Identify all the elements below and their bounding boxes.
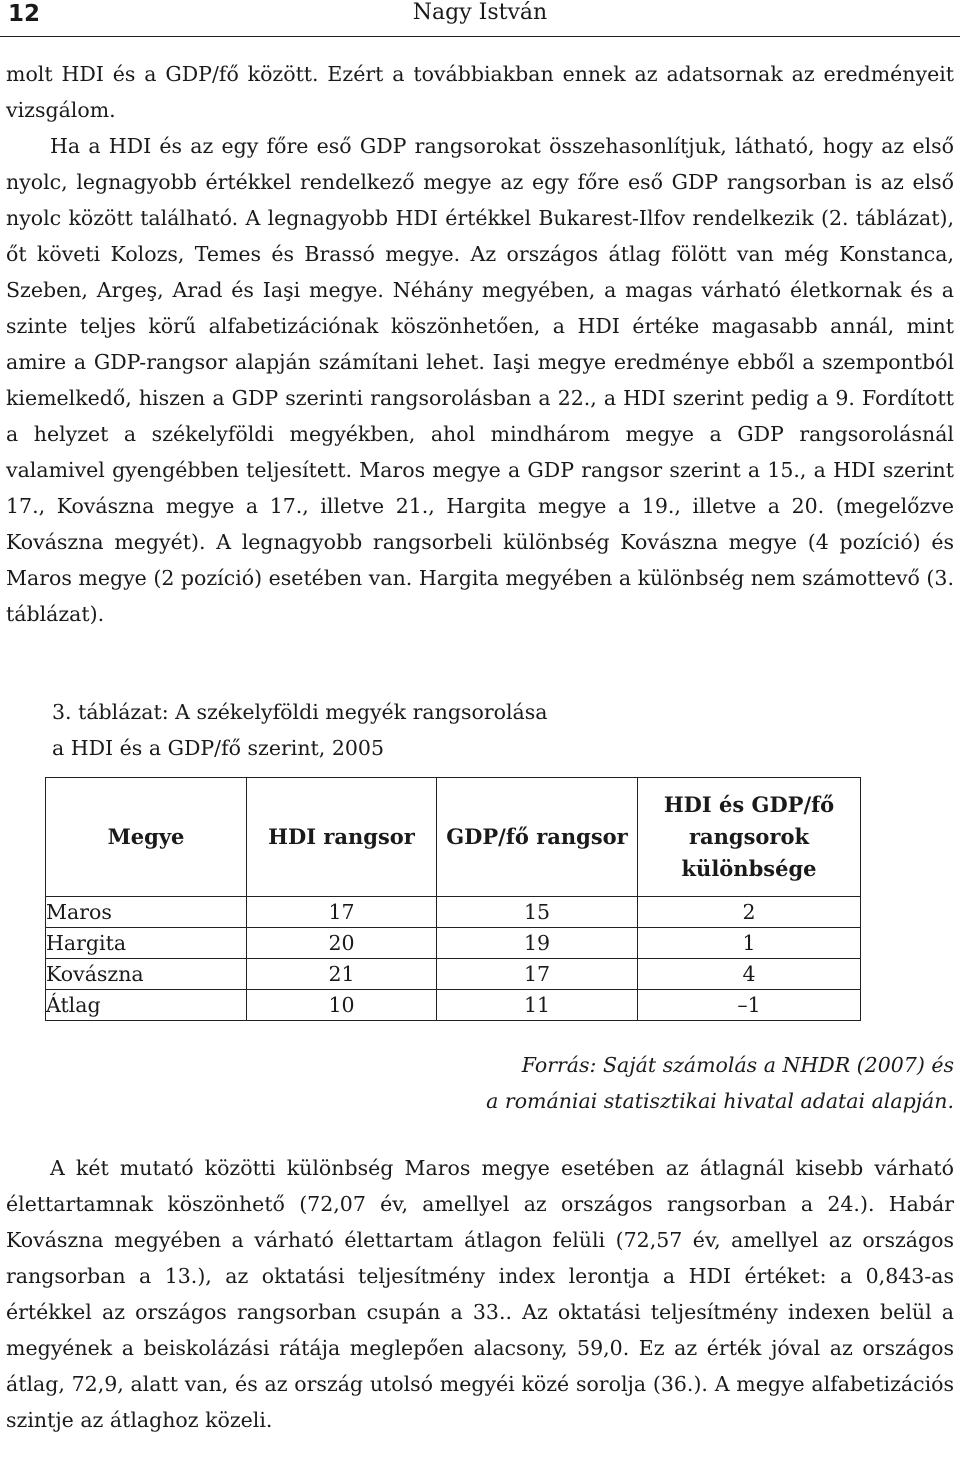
page-header: [0, 0, 960, 37]
paragraph: molt HDI és a GDP/fő között. Ezért a továbbiakban ennek az adatsornak az eredményeit vizsgálom.: [6, 62, 954, 122]
table-cell: 10: [247, 990, 437, 1021]
table-cell: 17: [247, 897, 437, 928]
table-cell: 15: [437, 897, 638, 928]
ranking-table: [45, 777, 861, 1021]
table-cell: Maros: [46, 897, 247, 928]
table-cell: 2: [638, 897, 861, 928]
table-cell: Átlag: [46, 990, 247, 1021]
table-cell: 4: [638, 959, 861, 990]
column-header: Megye: [46, 778, 247, 897]
table-row: [46, 990, 861, 1021]
table-row: [46, 897, 861, 928]
source-line: a romániai statisztikai hivatal adatai alapján.: [486, 1089, 954, 1113]
table-cell: 11: [437, 990, 638, 1021]
table-cell: 20: [247, 928, 437, 959]
table-caption-line: a HDI és a GDP/fő szerint, 2005: [52, 736, 384, 760]
column-header: GDP/fő rangsor: [437, 778, 638, 897]
table-row: [46, 928, 861, 959]
paragraph: A két mutató közötti különbség Maros megye esetében az átlagnál kisebb várható élettartamnak köszönhető (72,07 év, amellyel az országos rangsorban a 24.). Habár Kovászna megyében a várható élettartam átlagon felüli (72,57 év, amellyel az országos rangsorban a 13.), az oktatási teljesítmény index lerontja a HDI értéket: a 0,843-as értékkel az országos rangsorban csupán a 33.. Az oktatási teljesítmény indexen belül a megyének a beiskolázási rátája meglepően alacsony, 59,0. Ez az érték jóval az országos átlag, 72,9, alatt van, és az ország utolsó megyéi közé sorolja (36.). A megye alfabetizációs szintje az átlaghoz közeli.: [6, 1156, 954, 1432]
table-cell: 21: [247, 959, 437, 990]
table-cell: 17: [437, 959, 638, 990]
table-cell: –1: [638, 990, 861, 1021]
table-row: [46, 959, 861, 990]
paragraph: Ha a HDI és az egy főre eső GDP rangsorokat összehasonlítjuk, látható, hogy az első nyolc, legnagyobb értékkel rendelkező megye az egy főre eső GDP rangsorban is az első nyolc között található. A legnagyobb HDI értékkel Bukarest-Ilfov rendelkezik (2. táblázat), őt követi Kolozs, Temes és Brassó megye. Az országos átlag fölött van még Konstanca, Szeben, Argeş, Arad és Iaşi megye. Néhány megyében, a magas várható életkornak és a szinte teljes körű alfabetizációnak köszönhetően, a HDI értéke magasabb annál, mint amire a GDP-rangsor alapján számítani lehet. Iaşi megye eredménye ebből a szempontból kiemelkedő, hiszen a GDP szerinti rangsorolásban a 22., a HDI szerint pedig a 9. Fordított a helyzet a székelyföldi megyékben, ahol mindhárom megye a GDP rangsorolásnál valamivel gyengébben teljesített. Maros megye a GDP rangsor szerint a 15., a HDI szerint 17., Kovászna megye a 17., illetve 21., Hargita megye a 19., illetve a 20. (megelőzve Kovászna megyét). A legnagyobb rangsorbeli különbség Kovászna megye (4 pozíció) és Maros megye (2 pozíció) esetében van. Hargita megyében a különbség nem számottevő (3. táblázat).: [6, 134, 954, 626]
body-text-bottom: [6, 1150, 954, 1438]
table-cell: 1: [638, 928, 861, 959]
table-cell: Kovászna: [46, 959, 247, 990]
table-caption: [52, 694, 752, 766]
column-header: HDI és GDP/fő rangsorok különbsége: [638, 778, 861, 897]
table-caption-line: 3. táblázat: A székelyföldi megyék rangsorolása: [52, 700, 548, 724]
running-head-author: Nagy István: [412, 0, 548, 25]
table-source-note: [254, 1047, 954, 1119]
table-header-row: [46, 778, 861, 897]
table-cell: Hargita: [46, 928, 247, 959]
body-text-top: [6, 56, 954, 632]
table-cell: 19: [437, 928, 638, 959]
column-header: HDI rangsor: [247, 778, 437, 897]
ranking-table-wrapper: [45, 777, 861, 1021]
source-line: Forrás: Saját számolás a NHDR (2007) és: [521, 1053, 954, 1077]
page-number: 12: [8, 1, 41, 27]
